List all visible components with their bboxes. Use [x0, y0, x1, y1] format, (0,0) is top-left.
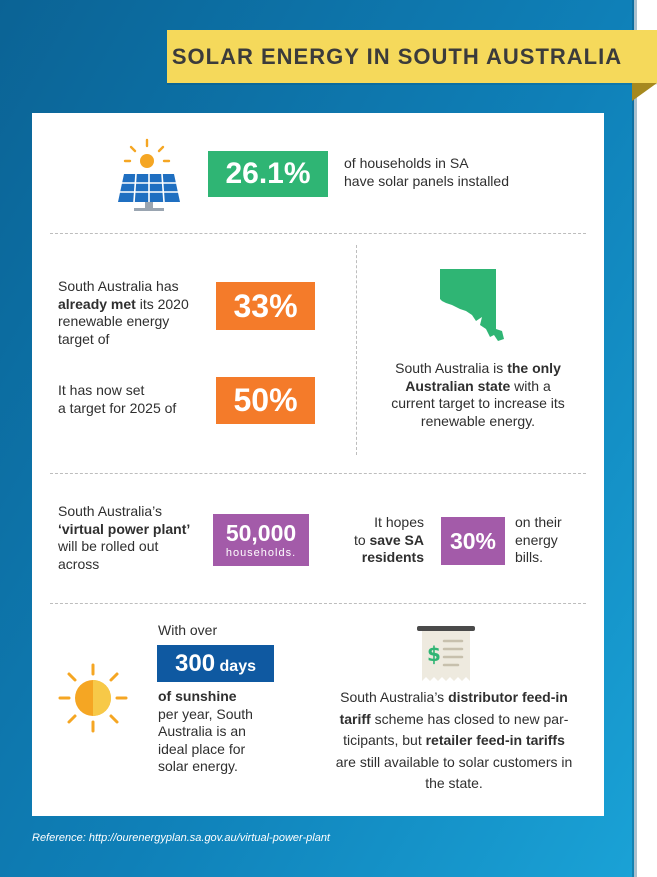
- vpp-bold: ‘virtual power plant’: [58, 520, 191, 537]
- sunshine-text: [158, 688, 253, 776]
- save-pre2: to: [353, 531, 370, 548]
- tariff-line2: [314, 709, 594, 731]
- reference-note: Reference: http://ourenergyplan.sa.gov.au/virtual-power-plant: [32, 832, 330, 844]
- save-bold2: save SA: [369, 531, 424, 548]
- south-australia-map-icon: [436, 265, 508, 343]
- tariff-post2: scheme has closed to new par-: [370, 710, 569, 727]
- vpp-line1: South Australia’s: [58, 503, 163, 519]
- sunshine-line3: per year, South: [158, 705, 253, 722]
- vpp-text: [58, 503, 190, 573]
- households-solar-value: 26.1%: [208, 151, 328, 197]
- only-state-pre: South Australia is: [395, 360, 508, 376]
- vpp-households-box: [213, 514, 309, 566]
- only-state-bold2: Australian state: [405, 377, 511, 394]
- tariff-bold3: retailer feed-in tariffs: [425, 732, 565, 748]
- save-post1: on their: [515, 514, 562, 530]
- target-2020-line4: target of: [58, 330, 110, 347]
- sun-icon: [58, 663, 128, 733]
- divider-1: [50, 233, 586, 234]
- households-solar-text: [344, 155, 509, 190]
- target-2020-line1: South Australia has: [58, 278, 179, 294]
- only-state-bold1: the only: [507, 360, 561, 376]
- tariff-line3: [314, 730, 594, 752]
- target-2020-value: 33%: [216, 282, 315, 330]
- target-2020-line3: renewable energy: [58, 313, 170, 329]
- target-2025-line1: It has now set: [58, 382, 145, 398]
- save-post3: bills.: [515, 549, 544, 565]
- only-state-line4: renewable energy.: [420, 412, 536, 429]
- divider-3: [50, 603, 586, 604]
- sunshine-intro: With over: [158, 622, 218, 638]
- background-edge: [632, 0, 637, 877]
- vpp-households-unit: households.: [225, 547, 297, 559]
- sunshine-line5: ideal place for: [158, 740, 246, 757]
- vpp-households-value: 50,000: [225, 520, 297, 546]
- target-2025-text: [58, 382, 176, 417]
- vpp-line3: will be rolled out: [58, 538, 159, 554]
- save-line1: It hopes: [374, 514, 424, 530]
- svg-text:$: $: [427, 642, 441, 666]
- tariff-line3-pre: ticipants, but: [343, 732, 426, 748]
- households-solar-line2: have solar panels installed: [344, 172, 509, 189]
- tariff-line5: the state.: [425, 775, 483, 791]
- households-solar-line1: of households in SA: [344, 155, 469, 171]
- target-2025-line2: a target for 2025 of: [58, 399, 177, 416]
- sunshine-bold: of sunshine: [158, 688, 237, 704]
- save-value: 30%: [441, 517, 505, 565]
- only-state-line2: [366, 378, 590, 396]
- target-2020-line2: [58, 296, 189, 314]
- save-bold3: residents: [361, 549, 424, 565]
- only-state-line3: current target to increase its: [391, 395, 565, 411]
- sunshine-days-value: 300: [175, 650, 216, 677]
- save-post2: energy: [515, 531, 558, 548]
- save-line3: [332, 549, 424, 567]
- sunshine-line4: Australia is an: [158, 723, 246, 739]
- title-banner: [167, 30, 657, 83]
- banner-fold: [632, 83, 657, 101]
- sunshine-days-box: [157, 645, 274, 682]
- target-2020-bold: already met: [58, 295, 136, 312]
- tariff-text: [314, 687, 594, 795]
- sunshine-days-unit: days: [219, 658, 256, 675]
- tariff-bold2: tariff: [339, 710, 371, 727]
- tariff-bold1: distributor feed-in: [448, 689, 568, 705]
- solar-panel-icon: [112, 137, 188, 213]
- vpp-line2: [58, 521, 190, 539]
- only-state-post1: with a: [510, 377, 551, 394]
- content-card: [32, 113, 604, 816]
- vpp-line4: across: [58, 555, 100, 572]
- sunshine-bold-line: [158, 688, 253, 706]
- target-2020-text: [58, 278, 189, 348]
- save-text-right: [515, 514, 562, 567]
- target-2025-value: 50%: [216, 377, 315, 424]
- page-title: SOLAR ENERGY IN SOUTH AUSTRALIA: [171, 44, 623, 69]
- tariff-line4: are still available to solar customers in: [335, 753, 573, 770]
- save-line2: [332, 532, 424, 550]
- save-text-left: [332, 514, 424, 567]
- sunshine-line6: solar energy.: [158, 758, 238, 774]
- divider-2: [50, 473, 586, 474]
- tariff-pre1: South Australia’s: [340, 689, 449, 705]
- divider-vertical-1: [356, 245, 357, 455]
- receipt-icon: [416, 625, 476, 685]
- only-state-line1: [366, 360, 590, 378]
- tariff-line1: [314, 687, 594, 709]
- target-2020-line2-rest: its 2020: [135, 295, 189, 312]
- only-state-text: [366, 360, 590, 430]
